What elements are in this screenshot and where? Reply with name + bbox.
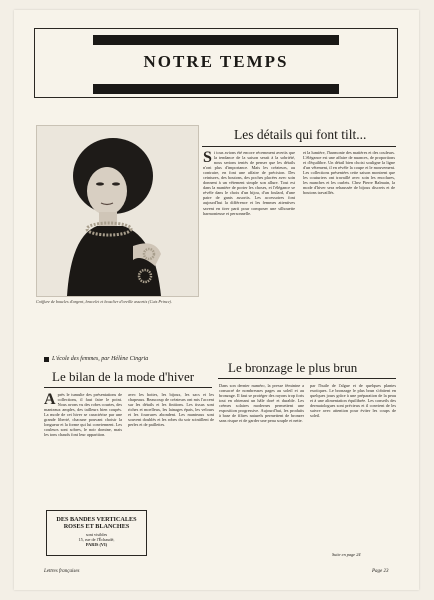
details-column-2 [303, 150, 395, 346]
bilan-text-2: avec les bottes, les bijoux, les sacs et les chapeaux. Beaucoup de créateurs ont mis l'accent sur les détails et les finitions. Les tissus sont riches et moelleux, les lainages épais, les velours et les fourrures abondent. Les manteaux sont souvent doublés et les robes du soir scintillent de perles et de paillettes. [128, 392, 214, 428]
section-note-text: L'école des femmes, par Hélène Cingria [52, 356, 149, 362]
bilan-column-1 [44, 392, 122, 504]
masthead-title: NOTRE TEMPS [143, 52, 289, 71]
details-column-1 [203, 150, 295, 346]
masthead-bar-bottom [93, 84, 339, 94]
details-text-2: et la lumière, l'harmonie des matières et des couleurs. L'élégance est une affaire de nuances, de proportions et d'équilibre. Un détail bien choisi souligne la ligne d'un vêtement, il en révèle la coupe et le mouvement. Les collections présentées cette saison montrent que les couturiers ont travaillé avec soin les encolures, les manches et les ourlets. Chez Pierre Balmain, la mode d'hiver sera rehaussée de bijoux discrets et de boutons travaillés. [303, 150, 395, 196]
headline-bronzage: Le bronzage le plus brun [228, 360, 358, 375]
bilan-text-1: près le tumulte des présentations de collections, il faut faire le point. Nous avons vu des robes courtes, des manteaux amples, des tailleurs bien coupés. La mode de cet hiver se caractérise par une grande liberté, chacune pouvant choisir la longueur et la forme qui lui conviennent. Les couleurs sont sobres, le noir domine, mais les tons chauds font leur apparition. [44, 392, 122, 438]
ad-line-1: DES BANDES VERTICALES [56, 516, 137, 523]
drop-cap: S [203, 150, 212, 166]
footer-page-number: Page 23 [372, 569, 389, 574]
continued-note: Suite en page 24 [332, 552, 361, 557]
bronzage-column-1 [219, 383, 304, 559]
details-text-1: i tous avions été encore récemment avertis que la tendance de la saison serait à la sobriété, nous serions tentés de penser que les détails n'ont plus d'importance. Mais les créateurs, au contraire, en font une affaire de précision. Des ceintures, des boutons, des poches placées avec soin donnent à un vêtement simple son allure. Tout est dans la manière de porter les choses, et l'élégance se révèle dans le choix d'un bijou, d'un foulard, d'une paire de gants assortis. Les accessoires font aujourd'hui la différence et les femmes attentives savent en tirer parti pour composer une silhouette harmonieuse et personnelle. [203, 150, 295, 216]
ad-line-4: 15, rue de l'Échaudé, [78, 537, 115, 542]
drop-cap: A [44, 392, 56, 408]
bronzage-text-1: Dans son dernier numéro, la presse féminine a consacré de nombreuses pages au soleil et au bronzage. Il faut se protéger des rayons trop forts tout en obtenant un hâle doré et durable. Les crèmes solaires modernes permettent une exposition progressive. Aujourd'hui, les produits à base de filtres naturels permettent de bronzer sans risque et de garder une peau souple et nette. [219, 383, 304, 424]
ad-line-5: PARIS (VI) [85, 542, 108, 547]
headline-bilan: Le bilan de la mode d'hiver [52, 369, 195, 384]
advertisement-box [46, 510, 147, 556]
masthead-bar-top [93, 35, 339, 45]
headline-details: Les détails qui font tilt... [234, 127, 367, 142]
bronzage-text-2: par l'huile de l'algue et de quelques plantes exotiques. Le bronzage le plus brun s'obtient en quelques jours grâce à une préparation de la peau et à une alimentation équilibrée. Les conseils des dermatologues sont précieux et il convient de les suivre avec attention pour éviter les coups de soleil. [310, 383, 396, 419]
footer-publication: Lettres françaises [44, 569, 80, 574]
bronzage-column-2 [310, 383, 396, 547]
fashion-photo [36, 125, 199, 297]
masthead [34, 28, 398, 98]
magazine-page [14, 10, 419, 590]
rule-bilan [44, 387, 212, 388]
photo-caption: Coiffure de boucles d'argent, bracelet et bouclier d'oreille assortis (Cuis Prince). [36, 299, 173, 304]
section-note [44, 356, 214, 362]
square-bullet-icon [44, 357, 49, 362]
ad-line-2: ROSES ET BLANCHES [63, 523, 130, 530]
rule-details [202, 146, 396, 147]
rule-bronzage [218, 378, 396, 379]
ad-line-3: sont visibles [85, 532, 108, 537]
